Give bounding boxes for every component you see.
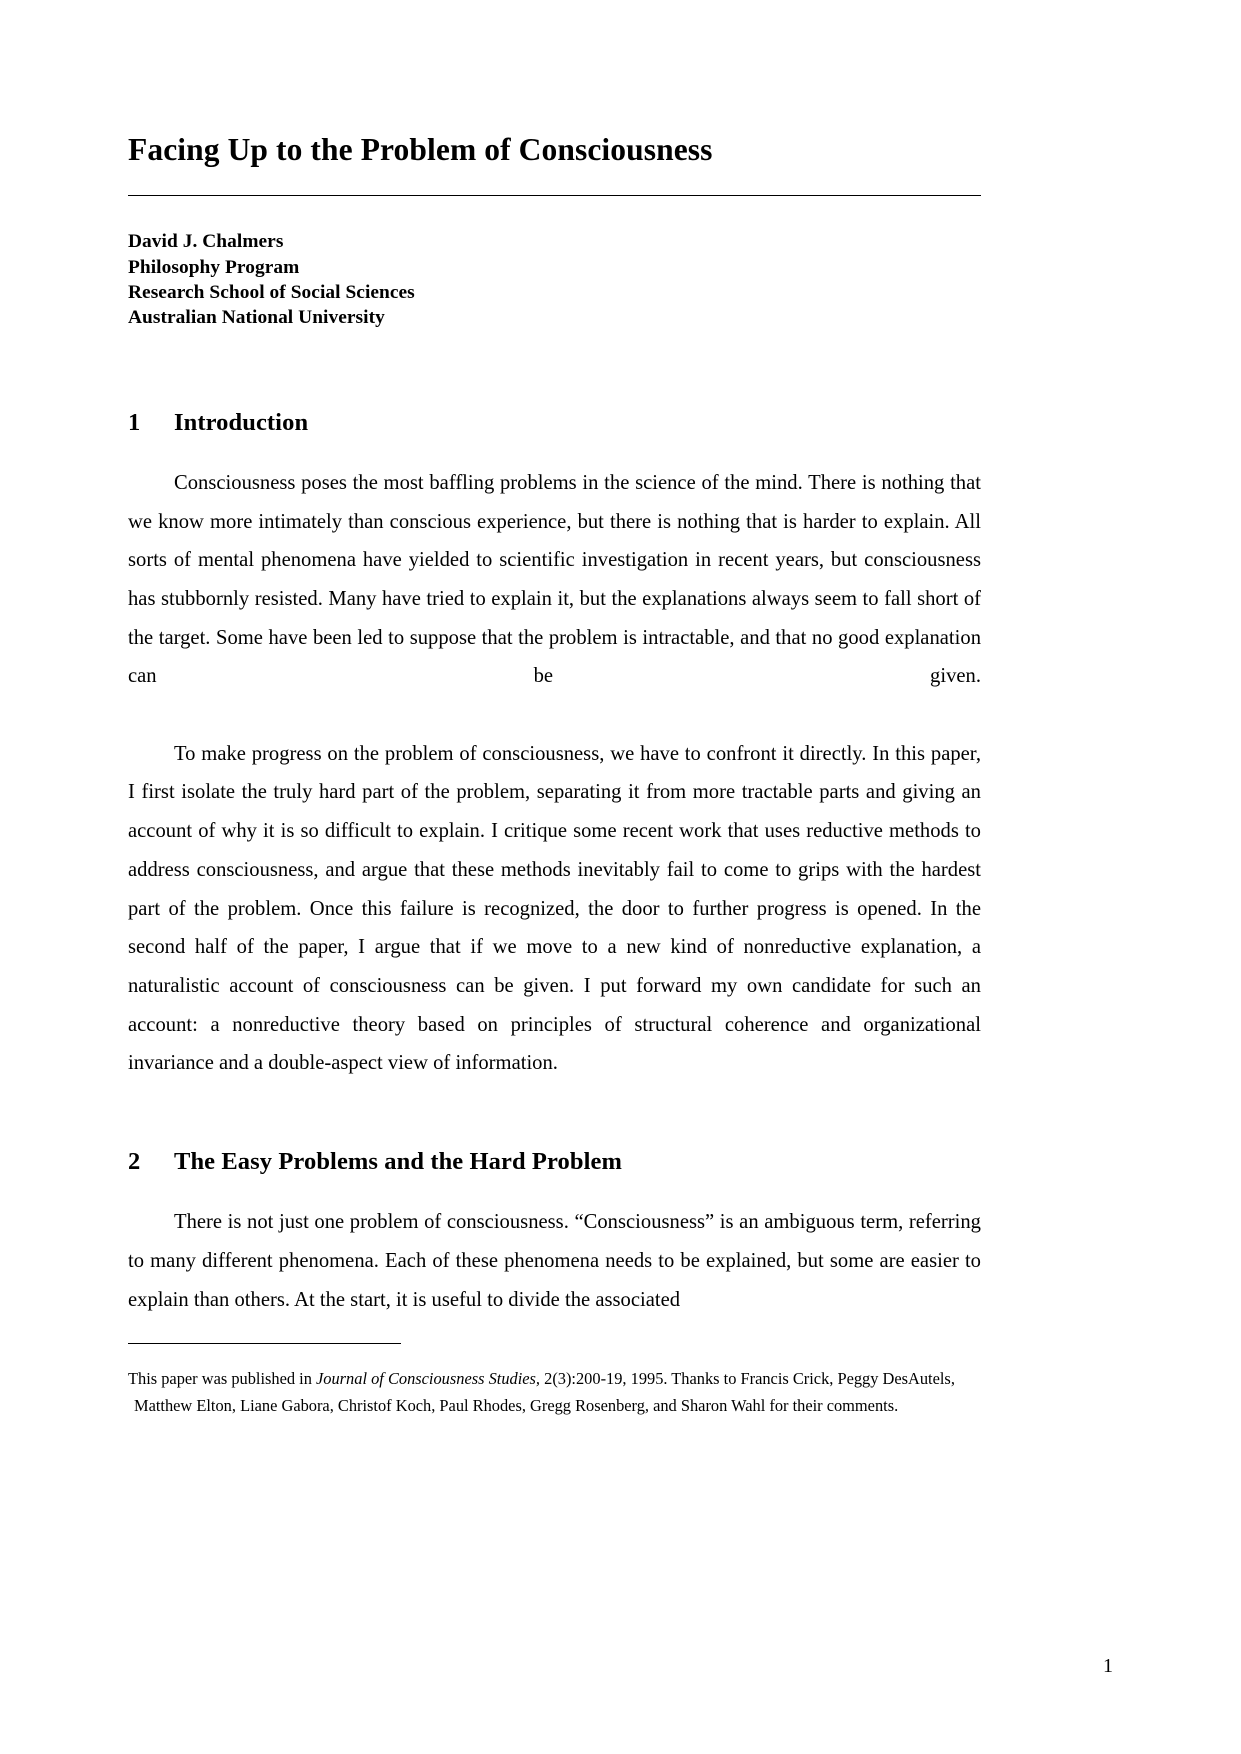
section-heading-introduction [128,409,981,437]
footnote-trail: 2(3):200-19, 1995. Thanks to Francis Crick, Peggy DesAutels, Matthew Elton, Liane Gabora, Christof Koch, Paul Rhodes, Gregg Rosenberg, and Sharon Wahl for their comments. [134,1369,955,1415]
section-heading-easy-problems [128,1148,981,1176]
author-department: Philosophy Program [128,256,300,278]
section-title: The Easy Problems and the Hard Problem [174,1148,622,1176]
page-content [128,0,981,1319]
footnote-journal-title: Journal of Consciousness Studies, [316,1369,541,1388]
section-number: 2 [128,1148,141,1176]
footnote-lead: This paper was published in [128,1369,317,1388]
page-number: 1 [1103,1655,1113,1677]
footnote-text [128,1366,981,1419]
title-divider [128,195,981,196]
paragraph-easy-problems-1: There is not just one problem of consciousness. “Consciousness” is an ambiguous term, referring to many different phenomena. Each of these phenomena needs to be explained, but some are easier to explain than others. At the start, it is useful to divide the associated [128,1211,981,1311]
author-name: David J. Chalmers [128,231,284,253]
page-title: Facing Up to the Problem of Consciousness [128,132,713,167]
section-number: 1 [128,408,141,436]
paragraph-intro-2: To make progress on the problem of consciousness, we have to confront it directly. In this paper, I first isolate the truly hard part of the problem, separating it from more tractable parts and giving an account of why it is so difficult to explain. I critique some recent work that uses reductive methods to address consciousness, and argue that these methods inevitably fail to come to grips with the hardest part of the problem. Once this failure is recognized, the door to further progress is opened. In the second half of the paper, I argue that if we move to a new kind of nonreductive explanation, a naturalistic account of consciousness can be given. I put forward my own candidate for such an account: a nonreductive theory based on principles of structural coherence and organizational invariance and a double-aspect view of information. [128,742,981,1075]
footnote-block [128,1343,981,1419]
author-school: Research School of Social Sciences [128,282,415,303]
section-title: Introduction [174,408,309,436]
paragraph-intro-1: Consciousness poses the most baffling problems in the science of the mind. There is nothing that we know more intimately than conscious experience, but there is nothing that is harder to explain. All sorts of mental phenomena have yielded to scientific investigation in recent years, but consciousness has stubbornly resisted. Many have tried to explain it, but the explanations always seem to fall short of the target. Some have been led to suppose that the problem is intractable, and that no good explanation can be given. [128,471,981,688]
footnote-divider [128,1343,401,1344]
author-institution: Australian National University [128,307,385,329]
author-block [128,229,981,331]
